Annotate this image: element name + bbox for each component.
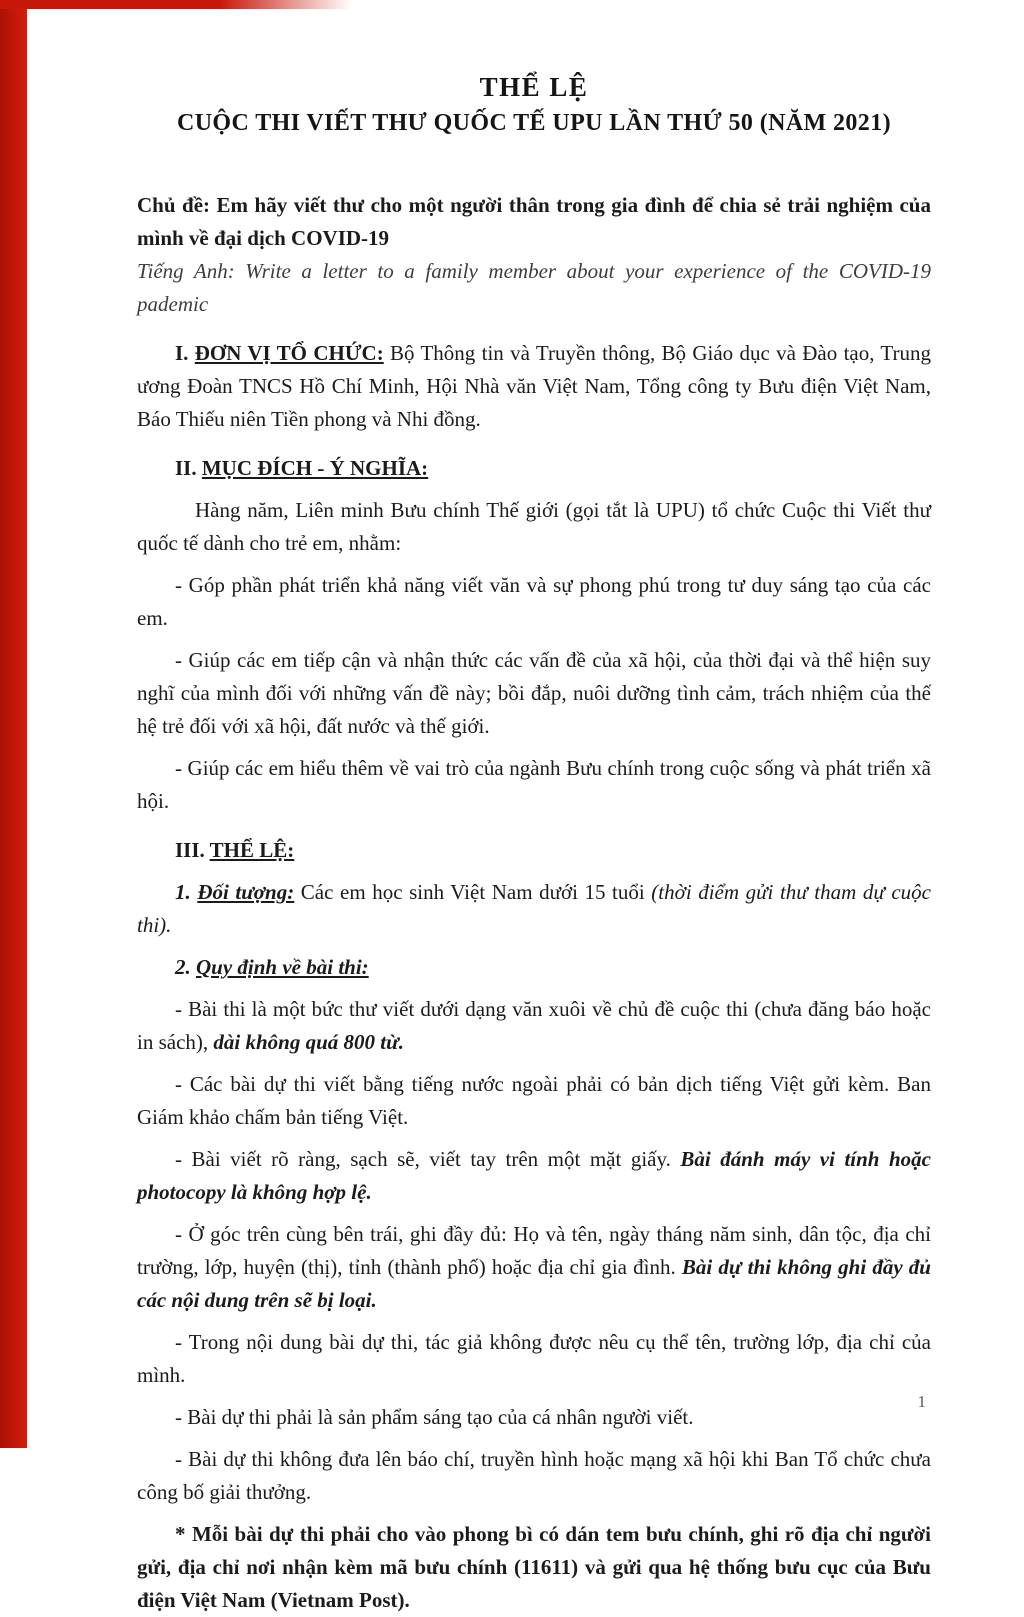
page-subtitle: CUỘC THI VIẾT THƯ QUỐC TẾ UPU LẦN THỨ 50 (NĂM 2021) (176, 110, 892, 136)
section-1-number: I. (175, 341, 189, 365)
rule-bullet-text: - Ở góc trên cùng bên trái, ghi đầy đủ: Họ và tên, ngày tháng năm sinh, dân tộc, địa chỉ trường, lớp, huyện (thị), tỉnh (thành phố) hoặc địa chỉ gia đình. (137, 1222, 931, 1279)
rule-bullet-text: - Bài thi là một bức thư viết dưới dạng văn xuôi về chủ đề cuộc thi (chưa đăng báo hoặc in sách), (137, 997, 931, 1054)
section-1-heading (175, 341, 384, 365)
section-2-number: II. (175, 456, 197, 480)
rule-item-1-label: Đối tượng: (197, 880, 295, 904)
rule-bullet (137, 1143, 931, 1209)
rule-bullet-text: - Bài dự thi không đưa lên báo chí, truyền hình hoặc mạng xã hội khi Ban Tổ chức chưa công bố giải thưởng. (137, 1447, 931, 1504)
rule-bullet-emphasis: dài không quá 800 từ. (213, 1030, 404, 1054)
title-block (137, 72, 931, 137)
section-3-heading (175, 838, 294, 862)
rule-item-2-number: 2. (175, 955, 191, 979)
purpose-bullet: - Giúp các em tiếp cận và nhận thức các vấn đề của xã hội, của thời đại và thể hiện suy nghĩ của mình đối với những vấn đề này; bồi đắp, nuôi dưỡng tình cảm, trách nhiệm của thế hệ trẻ đối với xã hội, đất nước và thế giới. (137, 648, 931, 738)
rule-item-1-note: (thời điểm gửi thư tham dự cuộc thi). (137, 880, 932, 937)
section-2-intro: Hàng năm, Liên minh Bưu chính Thế giới (gọi tắt là UPU) tổ chức Cuộc thi Viết thư quốc tế dành cho trẻ em, nhằm: (137, 498, 931, 555)
rule-item-2-label: Quy định về bài thi: (196, 955, 369, 979)
section-3-number: III. (175, 838, 205, 862)
section-3-label: THỂ LỆ: (209, 838, 295, 862)
rule-bullet (137, 1443, 931, 1509)
rule-bullet-text: - Bài viết rõ ràng, sạch sẽ, viết tay trên một mặt giấy. (175, 1147, 681, 1171)
rule-bullet (137, 1326, 931, 1392)
document-body (137, 0, 931, 1617)
rule-bullet-emphasis: Bài dự thi không ghi đầy đủ các nội dung trên sẽ bị loại. (137, 1255, 931, 1312)
section-1-paragraph (137, 337, 931, 436)
rule-item-1 (137, 876, 931, 942)
topic-vietnamese: Chủ đề: Em hãy viết thư cho một người thân trong gia đình để chia sẻ trải nghiệm của mình về đại dịch COVID-19 (137, 193, 931, 250)
rule-bullet-text: - Bài dự thi phải là sản phẩm sáng tạo của cá nhân người viết. (175, 1405, 694, 1429)
section-2-label: MỤC ĐÍCH - Ý NGHĨA: (201, 456, 429, 480)
section-3-heading-paragraph (137, 834, 931, 867)
section-2-heading-paragraph (137, 452, 931, 485)
rule-item-1-number: 1. (175, 880, 191, 904)
section-2-heading (175, 456, 428, 480)
rule-bullet (137, 1068, 931, 1134)
rule-item-2 (137, 951, 931, 984)
rule-bullet (137, 993, 931, 1059)
rule-item-1-text: Các em học sinh Việt Nam dưới 15 tuổi (300, 880, 645, 904)
scan-red-border-left (0, 0, 27, 1448)
rule-bullet (137, 1218, 931, 1317)
rule-bullet-text: - Trong nội dung bài dự thi, tác giả không được nêu cụ thể tên, trường lớp, địa chỉ của mình. (137, 1330, 931, 1387)
rule-bullet-text: - Các bài dự thi viết bằng tiếng nước ngoài phải có bản dịch tiếng Việt gửi kèm. Ban Giám khảo chấm bản tiếng Việt. (137, 1072, 931, 1129)
rule-item-2-heading (175, 955, 369, 979)
section-1-text: Bộ Thông tin và Truyền thông, Bộ Giáo dục và Đào tạo, Trung ương Đoàn TNCS Hồ Chí Minh, Hội Nhà văn Việt Nam, Tổng công ty Bưu điện Việt Nam, Báo Thiếu niên Tiền phong và Nhi đồng. (137, 341, 932, 431)
mailing-instruction-note: * Mỗi bài dự thi phải cho vào phong bì có dán tem bưu chính, ghi rõ địa chỉ người gửi, địa chỉ nơi nhận kèm mã bưu chính (11611) và gửi qua hệ thống bưu cục của Bưu điện Việt Nam (Vietnam Post). (137, 1522, 931, 1612)
purpose-bullet: - Góp phần phát triển khả năng viết văn và sự phong phú trong tư duy sáng tạo của các em. (137, 573, 931, 630)
topic-block (137, 189, 931, 321)
page-title: THỂ LỆ (479, 72, 589, 102)
purpose-bullet: - Giúp các em hiểu thêm về vai trò của ngành Bưu chính trong cuộc sống và phát triển xã hội. (137, 756, 931, 813)
section-1-label: ĐƠN VỊ TỔ CHỨC: (194, 341, 384, 365)
topic-english: Tiếng Anh: Write a letter to a family member about your experience of the COVID-19 pademic (137, 259, 931, 316)
rule-item-1-heading (175, 880, 294, 904)
rule-bullet (137, 1401, 931, 1434)
rule-bullet-emphasis: Bài đánh máy vi tính hoặc photocopy là không hợp lệ. (137, 1147, 931, 1204)
page-number: 1 (917, 1392, 926, 1411)
